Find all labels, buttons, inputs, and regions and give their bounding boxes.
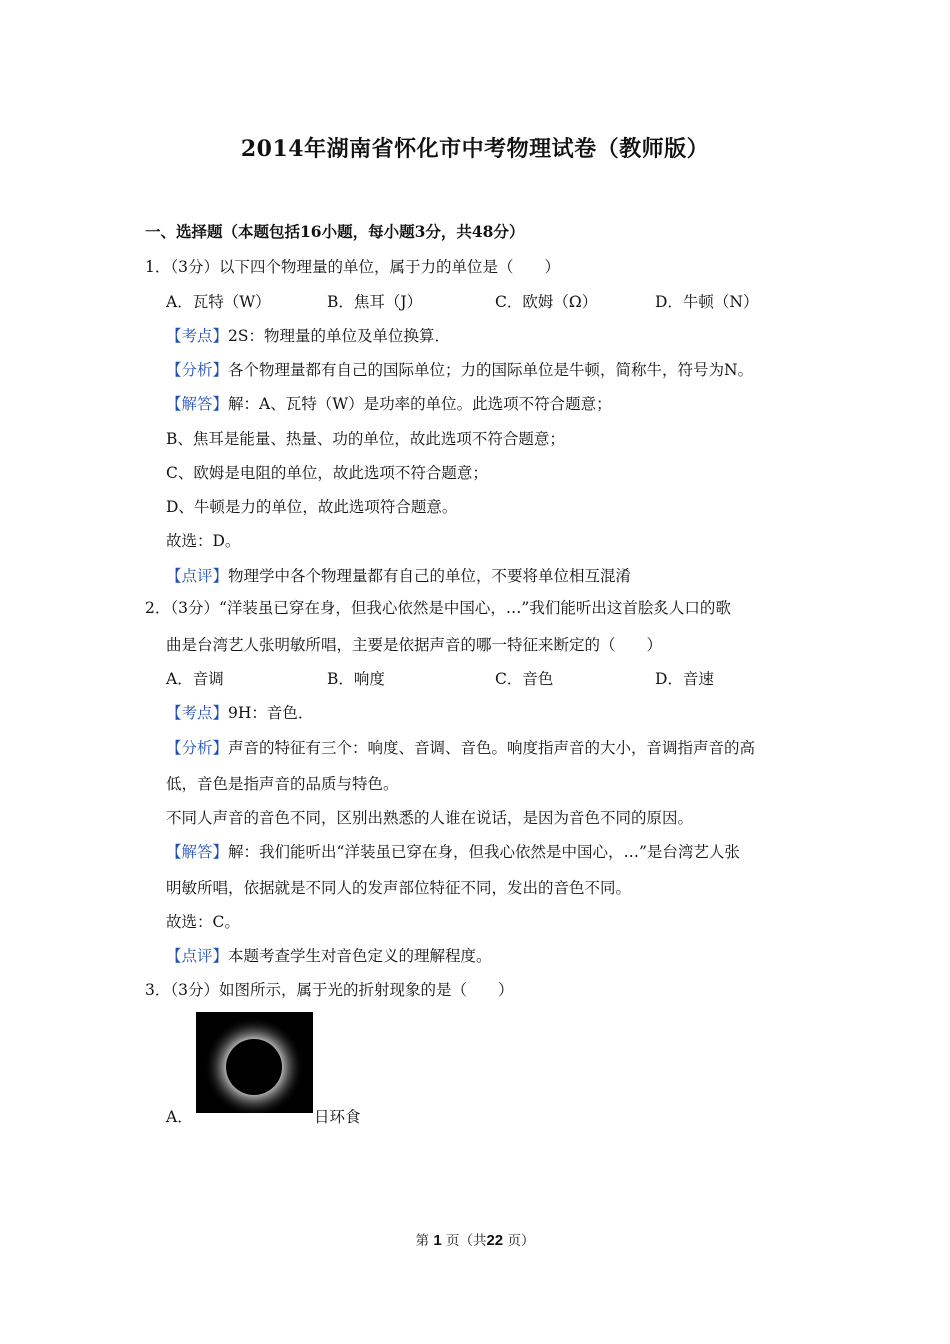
footer-total-pages: 22 (486, 1232, 504, 1249)
q1-option-d: D．牛顿（N） (655, 293, 759, 311)
fenxi-label: 【分析】 (166, 361, 229, 379)
page-footer (0, 1229, 950, 1249)
jieda-label: 【解答】 (166, 843, 229, 861)
q1-jieda-line-b: B、焦耳是能量、热量、功的单位，故此选项不符合题意； (166, 430, 565, 448)
fenxi-label: 【分析】 (166, 739, 229, 757)
q1-dianping-text: 物理学中各个物理量都有自己的单位，不要将单位相互混淆 (228, 567, 632, 585)
q1-option-b: B．焦耳（J） (327, 293, 423, 311)
footer-prefix: 第 (415, 1233, 430, 1249)
q1-fenxi (166, 360, 753, 380)
q1-answer: 故选：D。 (166, 532, 241, 550)
q2-dianping (166, 946, 492, 966)
q2-fenxi-line2: 低，音色是指声音的品质与特色。 (166, 775, 399, 793)
question-2-stem-line2: 曲是台湾艺人张明敏所唱，主要是依据声音的哪一特征来断定的（ ） (166, 636, 663, 654)
q2-option-c: C．音色 (495, 670, 554, 688)
q2-fenxi (166, 738, 755, 758)
q1-jieda-line-d: D、牛顿是力的单位，故此选项符合题意。 (166, 498, 458, 516)
footer-suffix: 页） (507, 1233, 535, 1249)
q2-jieda (166, 842, 740, 862)
dianping-label: 【点评】 (166, 567, 229, 585)
q2-answer: 故选：C。 (166, 913, 240, 931)
q1-kaodian (166, 326, 450, 346)
q1-kaodian-text: 2S：物理量的单位及单位换算． (228, 327, 450, 345)
q1-option-a: A．瓦特（W） (166, 293, 271, 311)
q1-jieda-line-c: C、欧姆是电阻的单位，故此选项不符合题意； (166, 464, 488, 482)
q2-jieda-text: 解：我们能听出“洋装虽已穿在身，但我心依然是中国心，…”是台湾艺人张 (228, 843, 740, 861)
q2-kaodian-text: 9H：音色． (228, 704, 314, 722)
q1-jieda (166, 394, 612, 414)
section-heading: 一、选择题（本题包括16小题，每小题3分，共48分） (145, 222, 525, 241)
q1-dianping (166, 566, 631, 586)
footer-page-number: 1 (433, 1232, 442, 1249)
q1-option-c: C．欧姆（Ω） (495, 293, 598, 311)
footer-mid: 页（共 (445, 1233, 487, 1249)
eclipse-picture (196, 1012, 313, 1113)
kaodian-label: 【考点】 (166, 704, 229, 722)
q2-kaodian (166, 703, 313, 723)
question-1-stem: 1．（3分）以下四个物理量的单位，属于力的单位是（ ） (145, 258, 560, 276)
q2-option-b: B．响度 (327, 670, 385, 688)
question-2-stem-line1: 2．（3分）“洋装虽已穿在身，但我心依然是中国心，…”我们能听出这首脍炙人口的歌 (145, 599, 731, 617)
document-title: 2014年湖南省怀化市中考物理试卷（教师版） (240, 136, 710, 162)
dianping-label: 【点评】 (166, 947, 229, 965)
jieda-label: 【解答】 (166, 395, 229, 413)
q3-option-a-letter: A． (166, 1108, 193, 1126)
solar-eclipse-image (196, 1012, 313, 1113)
question-3-stem: 3．（3分）如图所示，属于光的折射现象的是（ ） (145, 981, 514, 999)
q2-dianping-text: 本题考查学生对音色定义的理解程度。 (228, 947, 492, 965)
q3-option-a-caption: 日环食 (314, 1108, 361, 1126)
q1-fenxi-text: 各个物理量都有自己的国际单位；力的国际单位是牛顿，简称牛，符号为N。 (228, 361, 754, 379)
q2-fenxi-text: 声音的特征有三个：响度、音调、音色。响度指声音的大小，音调指声音的高 (228, 739, 756, 757)
kaodian-label: 【考点】 (166, 327, 229, 345)
q1-jieda-text: 解：A、瓦特（W）是功率的单位。此选项不符合题意； (228, 395, 612, 413)
q2-jieda-line2: 明敏所唱，依据就是不同人的发声部位特征不同，发出的音色不同。 (166, 879, 632, 897)
q2-option-d: D．音速 (655, 670, 714, 688)
q2-fenxi-line3: 不同人声音的音色不同，区别出熟悉的人谁在说话，是因为音色不同的原因。 (166, 809, 694, 827)
q2-option-a: A．音调 (166, 670, 224, 688)
